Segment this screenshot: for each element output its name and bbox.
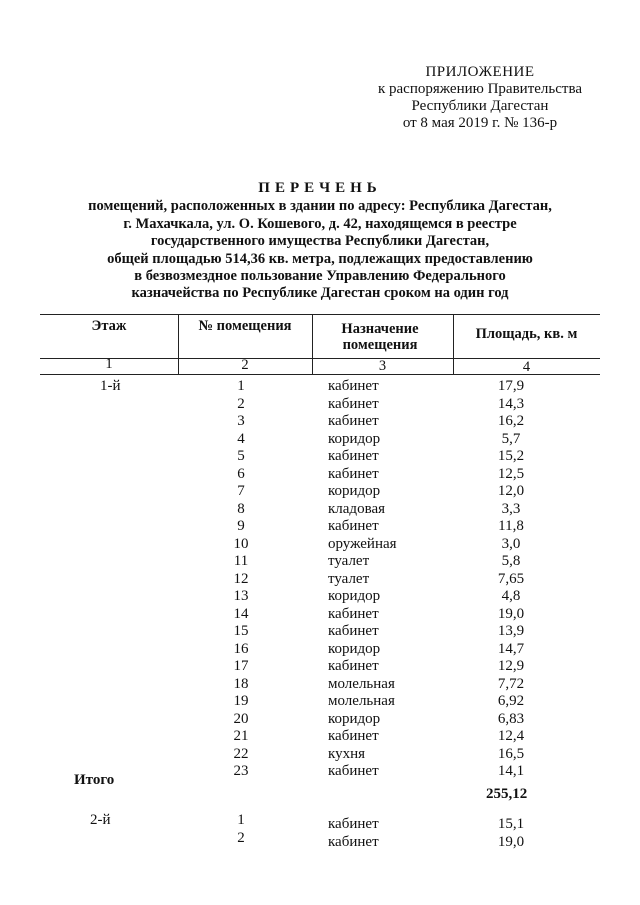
table-row: [40, 536, 600, 554]
column-number: 2: [241, 357, 249, 373]
title-line: в безвозмездное пользование Управлению Федерального: [134, 268, 506, 285]
room-purpose: оружейная: [328, 535, 397, 552]
room-number: 15: [233, 623, 249, 639]
table-row: [40, 396, 600, 414]
room-area: 5,8: [501, 553, 521, 569]
room-area: 17,9: [497, 378, 525, 394]
column-number: 3: [378, 358, 387, 374]
room-purpose: кабинет: [328, 518, 379, 534]
room-purpose: коридор: [328, 640, 381, 657]
table-row: [40, 483, 600, 501]
table-row: [40, 763, 600, 781]
room-number: 11: [233, 553, 249, 569]
room-area: 15,2: [497, 448, 525, 464]
room-area: 14,7: [497, 640, 525, 657]
table-rule: [40, 314, 600, 315]
appendix-line: к распоряжению Правительства: [377, 81, 582, 97]
room-area: 11,8: [498, 518, 524, 534]
table-row: [40, 728, 600, 746]
table-row: [40, 378, 600, 396]
room-purpose: кабинет: [328, 378, 379, 394]
room-number: 3: [237, 413, 245, 429]
table-row: [40, 693, 600, 711]
room-number: 7: [237, 483, 245, 499]
room-purpose: коридор: [328, 483, 381, 499]
title-line: казначейства по Республике Дагестан сроком на один год: [131, 285, 509, 302]
room-number: 20: [233, 710, 249, 727]
room-number: 8: [237, 500, 245, 517]
room-purpose: туалет: [328, 570, 370, 587]
room-purpose: кабинет: [328, 623, 379, 639]
title-line: помещений, расположенных в здании по адресу: Республика Дагестан,: [88, 198, 552, 215]
header-room-number: № помещения: [198, 318, 292, 334]
header-purpose: Назначение помещения: [341, 321, 419, 353]
room-area: 16,2: [497, 413, 525, 429]
room-number: 21: [233, 728, 249, 744]
room-number: 4: [237, 430, 245, 447]
table-row: [40, 711, 600, 729]
room-area: 14,3: [497, 395, 525, 412]
room-number: 23: [233, 763, 249, 779]
column-number: 1: [105, 356, 113, 372]
total-value: 255,12: [486, 786, 528, 802]
table-row: [40, 812, 600, 830]
floor2-rows: [40, 812, 600, 850]
appendix-heading: ПРИЛОЖЕНИЕ: [425, 64, 535, 80]
room-purpose: молельная: [328, 675, 395, 692]
room-purpose: кабинет: [328, 395, 379, 412]
room-area: 7,72: [497, 675, 525, 692]
room-area: 3,0: [501, 535, 521, 552]
room-number: 14: [233, 605, 249, 622]
table-row: [40, 746, 600, 764]
table-row: [40, 588, 600, 606]
title-line: г. Махачкала, ул. О. Кошевого, д. 42, находящемся в реестре: [123, 215, 517, 232]
room-purpose: кабинет: [328, 763, 379, 779]
table-row: [40, 571, 600, 589]
room-purpose: кабинет: [328, 658, 379, 674]
room-area: 14,1: [497, 763, 525, 779]
floor-label: 1-й: [100, 378, 121, 394]
room-purpose: кабинет: [328, 833, 379, 850]
room-area: 6,83: [497, 710, 525, 727]
table-row: [40, 658, 600, 676]
room-area: 16,5: [497, 745, 525, 762]
table-row: [40, 830, 600, 848]
room-purpose: кухня: [328, 745, 366, 762]
room-purpose: кабинет: [328, 465, 379, 482]
total-label: Итого: [74, 772, 115, 788]
room-purpose: коридор: [328, 430, 381, 447]
room-number: 17: [233, 658, 249, 674]
room-area: 3,3: [501, 500, 521, 517]
room-area: 19,0: [497, 833, 525, 850]
room-purpose: коридор: [328, 588, 381, 604]
table-row: [40, 518, 600, 536]
room-purpose: молельная: [328, 693, 395, 709]
title-line: государственного имущества Республики Дагестан,: [150, 233, 490, 250]
room-purpose: коридор: [328, 710, 381, 727]
room-number: 10: [233, 535, 249, 552]
room-area: 12,9: [497, 658, 525, 674]
floor-label: 2-й: [90, 812, 111, 828]
table-row: [40, 501, 600, 519]
room-area: 12,4: [497, 728, 525, 744]
table-row: [40, 676, 600, 694]
room-number: 2: [237, 395, 245, 412]
room-purpose: кабинет: [328, 816, 379, 832]
room-number: 13: [233, 588, 249, 604]
room-area: 12,5: [497, 465, 525, 482]
table-row: [40, 641, 600, 659]
room-number: 1: [237, 378, 245, 394]
room-number: 12: [233, 570, 249, 587]
room-number: 6: [237, 465, 245, 482]
header-area: Площадь, кв. м: [475, 326, 578, 342]
room-purpose: туалет: [328, 553, 370, 569]
room-area: 19,0: [497, 605, 525, 622]
room-number: 2: [237, 829, 245, 846]
room-number: 16: [233, 640, 249, 657]
room-number: 1: [237, 812, 245, 828]
room-area: 13,9: [497, 623, 525, 639]
room-number: 9: [237, 518, 245, 534]
document-title: ПЕРЕЧЕНЬ: [258, 180, 382, 196]
appendix-line: Республики Дагестан: [411, 98, 549, 114]
room-area: 6,92: [497, 693, 525, 709]
room-area: 7,65: [497, 570, 525, 587]
room-purpose: кабинет: [328, 413, 379, 429]
column-number: 4: [522, 359, 531, 375]
room-number: 5: [237, 448, 245, 464]
room-area: 4,8: [501, 588, 521, 604]
table-row: [40, 553, 600, 571]
header-floor: Этаж: [91, 318, 127, 334]
title-block: [40, 180, 600, 303]
room-number: 18: [233, 675, 249, 692]
room-number: 19: [233, 693, 249, 709]
table-row: [40, 606, 600, 624]
table-row: [40, 623, 600, 641]
room-purpose: кабинет: [328, 448, 379, 464]
room-number: 22: [233, 745, 249, 762]
appendix-line: от 8 мая 2019 г. № 136-р: [402, 115, 558, 131]
room-purpose: кабинет: [328, 605, 379, 622]
table-row: [40, 466, 600, 484]
table-row: [40, 413, 600, 431]
floor1-rows: [40, 378, 600, 781]
table-row: [40, 431, 600, 449]
room-area: 15,1: [497, 816, 525, 832]
room-purpose: кабинет: [328, 728, 379, 744]
room-area: 12,0: [497, 483, 525, 499]
title-line: общей площадью 514,36 кв. метра, подлежащих предоставлению: [107, 250, 533, 267]
table-row: [40, 448, 600, 466]
room-area: 5,7: [501, 430, 521, 447]
room-purpose: кладовая: [328, 500, 386, 517]
appendix-block: [378, 64, 582, 132]
